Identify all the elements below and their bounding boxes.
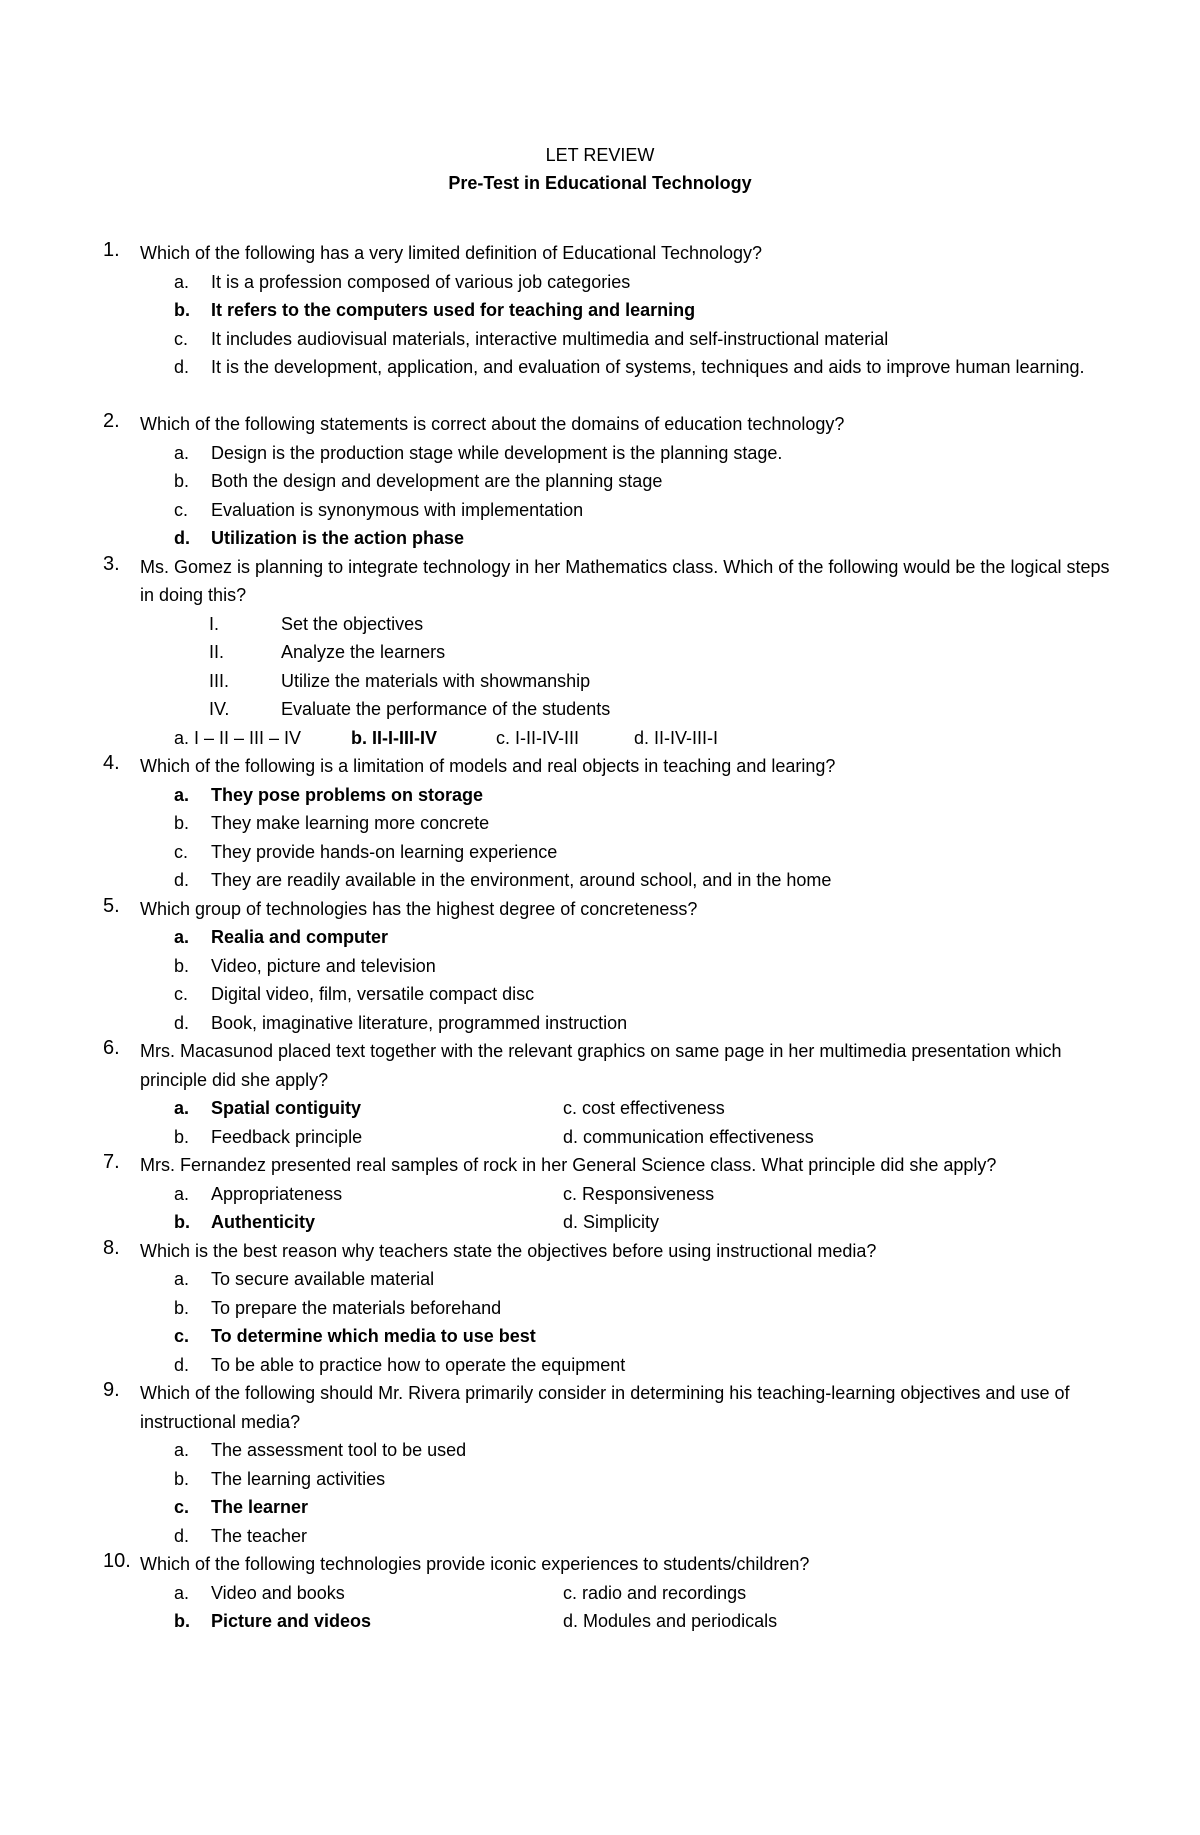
option-letter: a. [174,927,190,947]
option-text: Appropriateness [211,1183,343,1204]
question-number: 9. [103,1379,120,1401]
question-number: 5. [103,894,120,917]
question-number: 1. [103,239,120,261]
answer-option [0,809,1200,838]
question-number: 8. [103,1236,120,1259]
option-letter: b. [174,471,190,491]
option-text: To secure available material [211,1269,435,1289]
question-item [0,752,1200,895]
question-text: Which of the following is a limitation of models and real objects in teaching and learing? [140,756,836,776]
option-text: Authenticity [211,1212,316,1232]
step-text: Utilize the materials with showmanship [281,670,591,691]
option-right-column: c. Responsiveness [563,1183,715,1204]
question-text: Which is the best reason why teachers state the objectives before using instructional media? [140,1240,877,1261]
option-letter: a. [174,1269,190,1289]
option-letter: c. [174,328,189,349]
question-item [0,410,1200,553]
answer-option [0,1265,1200,1294]
question-list [0,239,1200,1636]
option-text: It includes audiovisual materials, interactive multimedia and self-instructional material [211,328,889,349]
option-letter: a. [174,1183,190,1204]
question-number: 7. [103,1151,120,1173]
two-column-option-row [0,1180,1200,1209]
question-item [0,1151,1200,1237]
option-letter: d. [174,1012,190,1033]
step-text: Evaluate the performance of the students [281,699,611,719]
answer-option [0,1465,1200,1494]
answer-option [0,952,1200,981]
option-right-column: d. communication effectiveness [563,1126,814,1147]
option-letter: b. [174,955,190,976]
step-numeral: IV. [209,699,230,719]
question-text: Which of the following has a very limited definition of Educational Technology? [140,243,763,263]
two-column-option-row [0,1607,1200,1636]
option-text: They are readily available in the environment, around school, and in the home [211,870,832,890]
option-letter: a. [174,1098,190,1118]
answer-option [0,1436,1200,1465]
option-letter: a. [174,271,190,292]
option-right-column: c. radio and recordings [563,1582,747,1603]
answer-option [0,1294,1200,1323]
option-text: Evaluation is synonymous with implementation [211,499,584,520]
option-letter: b. [174,1468,190,1489]
option-right-column: c. cost effectiveness [563,1098,725,1118]
two-column-option-row [0,1094,1200,1123]
inline-option-row [0,724,1200,753]
step-text: Set the objectives [281,613,424,634]
answer-option [0,1493,1200,1522]
option-text: The assessment tool to be used [211,1440,467,1460]
option-letter: d. [174,357,190,377]
answer-option [0,781,1200,810]
option-text: Realia and computer [211,927,389,947]
option-letter: b. [174,300,190,320]
option-text: Video, picture and television [211,955,436,976]
question-text: Mrs. Macasunod placed text together with the relevant graphics on same page in her multimedia presentation which principle did she apply? [140,1041,1062,1090]
inline-option: a. I – II – III – IV [174,727,302,748]
question-stem [0,1237,1200,1266]
step-numeral: II. [209,642,225,662]
question-item [0,1379,1200,1550]
question-stem [0,895,1200,924]
option-letter: b. [174,1212,190,1232]
option-text: Digital video, film, versatile compact disc [211,984,535,1004]
option-letter: c. [174,1497,190,1517]
question-number: 3. [103,552,120,575]
question-number: 6. [103,1037,120,1059]
option-text: The learner [211,1497,309,1517]
option-text: To prepare the materials beforehand [211,1297,502,1318]
option-text: The teacher [211,1525,308,1546]
option-text: It is the development, application, and evaluation of systems, techniques and aids to improve human learning. [211,357,1085,377]
option-letter: b. [174,1297,190,1318]
option-letter: d. [174,870,190,890]
question-stem [0,553,1200,610]
option-right-column: d. Simplicity [563,1212,660,1232]
step-item [0,610,1200,639]
answer-option [0,296,1200,325]
option-letter: a. [174,1582,190,1603]
two-column-option-row [0,1579,1200,1608]
answer-option [0,439,1200,468]
question-item [0,239,1200,410]
option-text: To be able to practice how to operate the equipment [211,1354,626,1375]
answer-option [0,1351,1200,1380]
answer-option [0,923,1200,952]
question-stem [0,1151,1200,1180]
option-text: Book, imaginative literature, programmed instruction [211,1012,628,1033]
step-item [0,667,1200,696]
answer-option [0,866,1200,895]
answer-option [0,353,1200,410]
question-item [0,1550,1200,1636]
option-text: Feedback principle [211,1126,363,1147]
option-letter: a. [174,1440,190,1460]
option-text: It refers to the computers used for teaching and learning [211,300,696,320]
option-letter: c. [174,984,189,1004]
question-item [0,895,1200,1038]
question-text: Which group of technologies has the highest degree of concreteness? [140,898,698,919]
answer-option [0,496,1200,525]
two-column-option-row [0,1208,1200,1237]
question-text: Which of the following should Mr. Rivera primarily consider in determining his teaching-learning objectives and use of instructional media? [140,1383,1070,1432]
question-item [0,1237,1200,1380]
inline-option: c. I-II-IV-III [496,727,580,748]
question-item [0,1037,1200,1151]
option-text: Spatial contiguity [211,1098,362,1118]
answer-option [0,1322,1200,1351]
option-letter: a. [174,442,190,463]
option-text: The learning activities [211,1468,386,1489]
question-stem [0,1550,1200,1579]
option-text: Picture and videos [211,1611,372,1631]
answer-option [0,325,1200,354]
question-stem [0,1379,1200,1436]
step-numeral: III. [209,670,230,691]
question-number: 2. [103,410,120,432]
option-text: They provide hands-on learning experience [211,841,558,862]
question-number: 10. [103,1550,131,1572]
step-item [0,695,1200,724]
answer-option [0,1522,1200,1551]
option-letter: b. [174,1126,190,1147]
question-stem [0,752,1200,781]
question-text: Mrs. Fernandez presented real samples of rock in her General Science class. What principle did she apply? [140,1155,997,1175]
option-text: Video and books [211,1582,345,1603]
option-letter: c. [174,1326,190,1346]
option-text: To determine which media to use best [211,1326,536,1346]
option-letter: c. [174,499,189,520]
answer-option [0,467,1200,496]
question-stem [0,1037,1200,1094]
two-column-option-row [0,1123,1200,1152]
document-subtitle: Pre-Test in Educational Technology [448,173,752,193]
question-text: Ms. Gomez is planning to integrate technology in her Mathematics class. Which of the following would be the logical steps in doing this? [140,556,1110,605]
option-text: They pose problems on storage [211,784,484,805]
question-text: Which of the following statements is correct about the domains of education technology? [140,414,845,434]
question-item [0,553,1200,753]
option-letter: b. [174,813,190,833]
option-letter: d. [174,528,190,548]
answer-option [0,524,1200,553]
option-right-column: d. Modules and periodicals [563,1611,778,1631]
answer-option [0,1009,1200,1038]
question-stem [0,239,1200,268]
inline-option: b. II-I-III-IV [351,727,437,748]
option-letter: b. [174,1611,190,1631]
answer-option [0,980,1200,1009]
step-numeral: I. [209,613,220,634]
step-text: Analyze the learners [281,642,446,662]
inline-option: d. II-IV-III-I [634,727,719,748]
document-title: LET REVIEW [545,145,655,165]
option-letter: a. [174,784,190,805]
option-text: It is a profession composed of various job categories [211,271,631,292]
question-number: 4. [103,752,120,774]
option-text: Utilization is the action phase [211,528,465,548]
option-text: Design is the production stage while development is the planning stage. [211,442,783,463]
option-letter: d. [174,1354,190,1375]
option-text: They make learning more concrete [211,813,490,833]
option-letter: d. [174,1525,190,1546]
option-letter: c. [174,841,189,862]
answer-option [0,268,1200,297]
answer-option [0,838,1200,867]
option-text: Both the design and development are the planning stage [211,471,663,491]
question-stem [0,410,1200,439]
question-text: Which of the following technologies provide iconic experiences to students/children? [140,1554,810,1574]
step-item [0,638,1200,667]
